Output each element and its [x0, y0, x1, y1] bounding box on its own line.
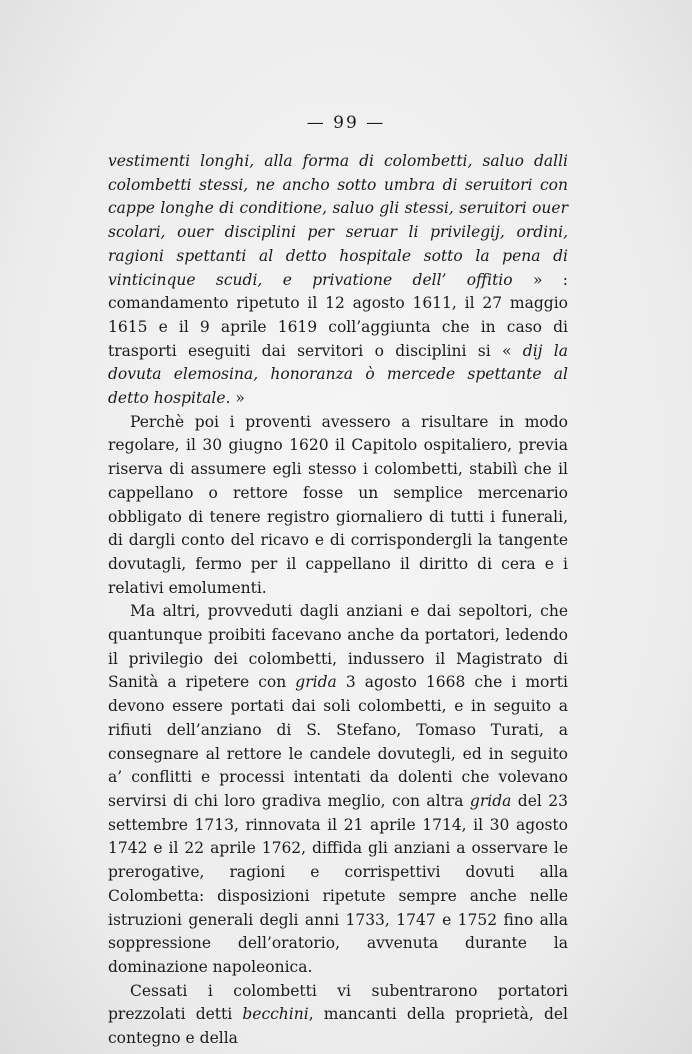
text-run: del 23 settembre 1713, rinnovata il 21 aprile 1714, il 30 agosto 1742 e il 22 aprile 1762, diffida gli anziani a osservare le prerogative, ragioni e corrispettivi dovuti alla Colombetta: disposizioni ripetute sempre anche nelle istruzioni generali degli anni 1733, 1747 e 1752 fino alla soppressione dell’oratorio, avvenuta durante la dominazione napoleonica. [108, 791, 568, 976]
text-run: 3 agosto 1668 che i morti devono essere portati dai soli colombetti, e in seguito a rifiuti dell’anziano di S. Stefano, Tomaso Turati, a consegnare al rettore le candele dovutegli, ed in seguito a’ conflitti e processi intentati da dolenti che volevano servirsi di chi loro gradiva meglio, con altra [108, 673, 568, 810]
text-run: » : comandamento ripetuto il 12 agosto 1611, il 27 maggio 1615 e il 9 aprile 1619 coll’aggiunta che in caso di trasporti eseguiti dai servitori o disciplini si « [108, 270, 568, 360]
text-run: becchini [242, 1005, 309, 1024]
page-number: — 99 — [306, 113, 386, 133]
paragraph-1 [108, 150, 568, 411]
body-text [108, 150, 568, 1051]
text-run: » [230, 389, 245, 408]
text-run: Cessati i colombetti vi subentrarono portatori prezzolati detti [108, 981, 568, 1024]
text-run: grida [295, 673, 337, 692]
paragraph-2 [108, 411, 568, 601]
text-run: , mancanti della proprietà, del contegno e della [108, 1005, 568, 1048]
text-run: Ma altri, provveduti dagli anziani e dai sepoltori, che quantunque proibiti facevano anche da portatori, ledendo il privilegio dei colombetti, indussero il Magistrato di Sanità a ripetere con [108, 602, 568, 692]
text-run: grida [469, 791, 512, 810]
text-run: dij la dovuta elemosina, honoranza ò mercede spettante al detto hospitale. [108, 341, 568, 408]
text-run: vestimenti longhi, alla forma di colombetti, saluo dalli colombetti stessi, ne ancho sotto umbra di seruitori con cappe longhe di conditione, saluo gli stessi, seruitori ouer scolari, ouer disciplini per seruar li privilegij, ordini, ragioni spettanti al detto hospitale sotto la pena di vinticinque scudi, e privatione dell’ offitio [108, 152, 568, 289]
paragraph-3 [108, 600, 568, 979]
text-run: Perchè poi i proventi avessero a risultare in modo regolare, il 30 giugno 1620 il Capitolo ospitaliero, previa riserva di assumere egli stesso i colombetti, stabilì che il cappellano o rettore fosse un semplice mercenario obbligato di tenere registro giornaliero di tutti i funerali, di dargli conto del ricavo e di corrispondergli la tangente dovutagli, fermo per il cappellano il diritto di cera e i relativi emolumenti. [108, 412, 568, 597]
paragraph-4 [108, 980, 568, 1051]
